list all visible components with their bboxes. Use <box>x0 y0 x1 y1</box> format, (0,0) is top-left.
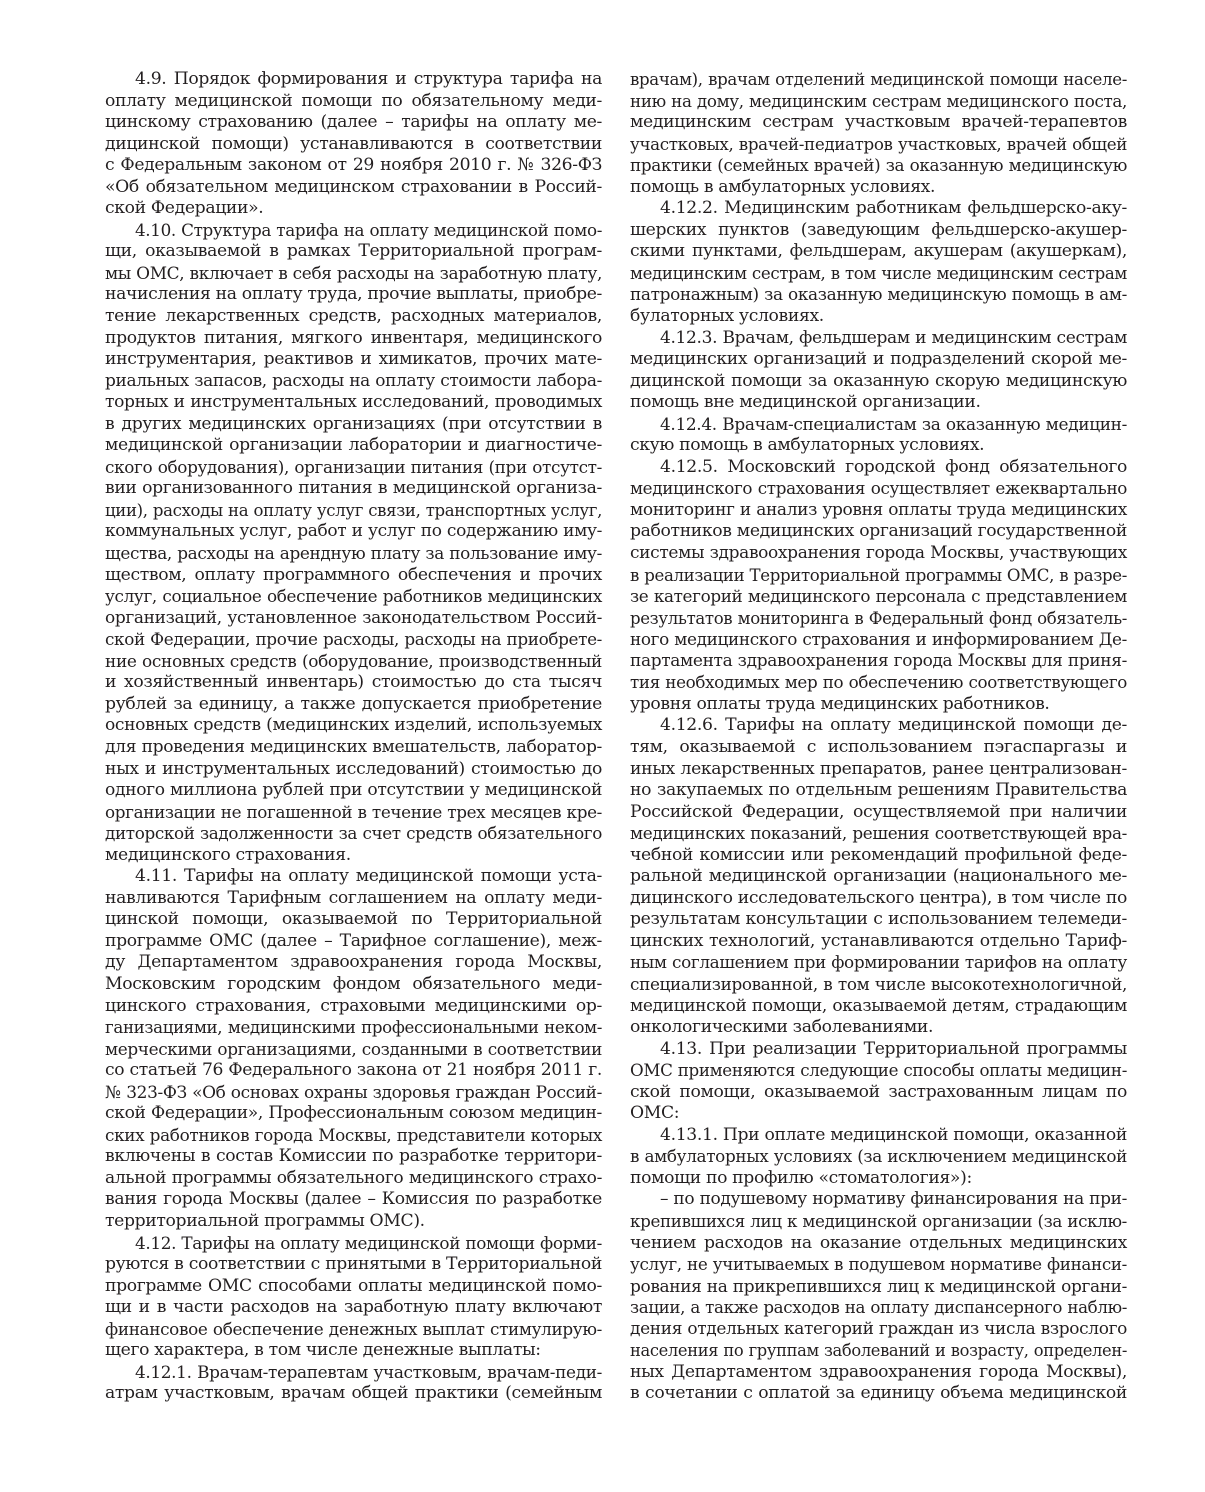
text-line: основных средств (медицинских изделий, используемых <box>105 715 602 736</box>
right-column <box>630 69 1127 1405</box>
text-line: медицинской помощи, оказываемой детям, страдающим <box>630 995 1127 1016</box>
text-line: щи, оказываемой в рамках Территориальной програм- <box>105 241 602 262</box>
text-line: программе ОМС способами оплаты медицинской помо- <box>105 1275 602 1296</box>
paragraph-first-line: 4.9. Порядок формирования и структура тарифа на <box>135 69 602 89</box>
text-line: партамента здравоохранения города Москвы для приня- <box>630 650 1127 671</box>
text-line: тение лекарственных средств, расходных материалов, <box>105 306 602 327</box>
text-line: зации, а также расходов на оплату диспансерного наблю- <box>630 1298 1127 1318</box>
text-line: шерских пунктов (заведующим фельдшерско-акушер- <box>630 219 1127 240</box>
text-line: продуктов питания, мягкого инвентаря, медицинского <box>105 327 602 348</box>
text-line: навливаются Тарифным соглашением на оплату меди- <box>105 887 602 908</box>
text-line: ской Федерации, прочие расходы, расходы на приобрете- <box>105 629 602 650</box>
paragraph-4-12-2 <box>630 198 1127 327</box>
text-line: помощь в амбулаторных условиях. <box>630 176 936 197</box>
text-line: коммунальных услуг, работ и услуг по содержанию иму- <box>105 521 602 542</box>
paragraph-4-13-1 <box>630 1125 1127 1190</box>
paragraph-4-12-1-end <box>630 69 1127 198</box>
text-line: ных Департаментом здравоохранения города Москвы), <box>630 1361 1127 1382</box>
text-line: руются в соответствии с принятыми в Территориальной <box>105 1254 602 1275</box>
text-line: участковых, врачей-педиатров участковых, врачей общей <box>630 134 1127 154</box>
text-line: в амбулаторных условиях (за исключением медицинской <box>630 1146 1127 1167</box>
text-line: ского оборудования), организации питания (при отсутст- <box>105 456 602 477</box>
paragraph-first-line: 4.13. При реализации Территориальной программы <box>660 1038 1127 1059</box>
text-line: врачам), врачам отделений медицинской помощи населе- <box>630 70 1127 89</box>
text-line: одного миллиона рублей при отсутствии у медицинской <box>105 780 602 801</box>
text-line: начисления на оплату труда, прочие выплаты, приобре- <box>105 284 602 305</box>
paragraph-first-line: 4.12.5. Московский городской фонд обязательного <box>660 456 1127 477</box>
text-line: мониторинг и анализ уровня оплаты труда медицинских <box>630 499 1127 520</box>
text-line: для проведения медицинских вмешательств, лаборатор- <box>105 736 602 757</box>
text-line: Московским городским фондом обязательного меди- <box>105 973 602 994</box>
text-line: организаций, установленное законодательством Россий- <box>105 607 602 628</box>
paragraph-4-12-3 <box>630 328 1127 414</box>
text-line: со статьей 76 Федерального закона от 21 ноября 2011 г. <box>105 1060 602 1081</box>
paragraph-4-13-1-item-1 <box>630 1189 1127 1404</box>
left-column <box>105 69 602 1405</box>
text-line: в реализации Территориальной программы ОМС, в разре- <box>630 565 1127 585</box>
text-line: цинских технологий, устанавливаются отдельно Тариф- <box>630 930 1127 951</box>
text-line: нию на дому, медицинским сестрам медицинского поста, <box>630 90 1127 111</box>
text-line: булаторных условиях. <box>630 306 824 327</box>
text-line: в других медицинских организациях (при отсутствии в <box>105 413 602 434</box>
paragraph-first-line: 4.12.4. Врачам-специалистам за оказанную медицин- <box>660 413 1127 434</box>
text-line: специализированной, в том числе высокотехнологичной, <box>630 973 1127 994</box>
paragraph-first-line: 4.13.1. При оплате медицинской помощи, оказанной <box>660 1124 1127 1145</box>
text-line: но закупаемых по отдельным решениям Правительства <box>630 780 1127 801</box>
text-line: Российской Федерации, осуществляемой при наличии <box>630 801 1127 822</box>
text-line: ным соглашением при формировании тарифов на оплату <box>630 952 1127 973</box>
paragraph-4-9 <box>105 69 602 220</box>
text-line: ской Федерации». <box>105 198 264 219</box>
text-line: медицинских организаций и подразделений скорой ме- <box>630 349 1127 370</box>
text-line: чебной комиссии или рекомендаций профильной феде- <box>630 844 1127 865</box>
paragraph-4-12-5 <box>630 457 1127 716</box>
text-line: цинскому страхованию (далее – тарифы на оплату ме- <box>105 112 602 133</box>
text-line: территориальной программы ОМС). <box>105 1210 425 1231</box>
text-line: щества, расходы на арендную плату за пользование иму- <box>105 543 602 564</box>
text-line: торных и инструментальных исследований, проводимых <box>105 392 602 413</box>
text-line: ской Федерации», Профессиональным союзом медицин- <box>105 1103 602 1124</box>
text-line: ных и инструментальных исследований) стоимостью до <box>105 758 602 779</box>
text-line: в сочетании с оплатой за единицу объема медицинской <box>630 1383 1127 1404</box>
text-line: помощи по профилю «стоматология»): <box>630 1167 972 1188</box>
text-line: ОМС применяются следующие способы оплаты медицин- <box>630 1061 1127 1081</box>
text-line: услуг, социальное обеспечение работников медицинских <box>105 586 602 607</box>
paragraph-4-12 <box>105 1233 602 1362</box>
text-line: услуг, не учитываемых в подушевом нормативе финанси- <box>630 1254 1127 1275</box>
text-line: результатов мониторинга в Федеральный фонд обязатель- <box>630 608 1127 628</box>
text-line: рублей за единицу, а также допускается приобретение <box>105 693 602 714</box>
text-line: населения по группам заболеваний и возрасту, определен- <box>630 1341 1127 1361</box>
text-line: дицинской помощи за оказанную скорую медицинскую <box>630 370 1127 391</box>
paragraph-first-line: 4.12.2. Медицинским работникам фельдшерско-аку- <box>660 198 1127 219</box>
paragraph-4-13 <box>630 1039 1127 1125</box>
text-line: цинской помощи, оказываемой по Территориальной <box>105 909 602 930</box>
paragraph-first-line: 4.12.3. Врачам, фельдшерам и медицинским сестрам <box>660 327 1127 348</box>
text-line: вии организованного питания в медицинской организа- <box>105 478 602 499</box>
text-line: дения отдельных категорий граждан из числа взрослого <box>630 1318 1127 1339</box>
text-line: системы здравоохранения города Москвы, участвующих <box>630 543 1127 564</box>
text-line: программе ОМС (далее – Тарифное соглашение), меж- <box>105 930 602 951</box>
paragraph-4-11 <box>105 866 602 1232</box>
text-line: № 323-ФЗ «Об основах охраны здоровья граждан Россий- <box>105 1081 602 1102</box>
text-line: дицинской помощи) устанавливаются в соответствии <box>105 133 602 154</box>
text-line: крепившихся лиц к медицинской организации (за исклю- <box>630 1210 1127 1231</box>
text-line: скими пунктами, фельдшерам, акушерам (акушеркам), <box>630 241 1127 262</box>
text-line: дицинского исследовательского центра), в том числе по <box>630 887 1127 908</box>
text-line: медицинского страхования осуществляет ежеквартально <box>630 478 1127 499</box>
text-line: ских работников города Москвы, представители которых <box>105 1124 602 1145</box>
text-line: инструментария, реактивов и химикатов, прочих мате- <box>105 349 602 370</box>
paragraph-first-line: 4.10. Структура тарифа на оплату медицинской помо- <box>135 219 602 240</box>
text-line: щи и в части расходов на заработную плату включают <box>105 1297 602 1318</box>
text-line: иных лекарственных препаратов, ранее централизован- <box>630 758 1127 779</box>
text-line: включены в состав Комиссии по разработке территори- <box>105 1146 602 1167</box>
text-line: онкологическими заболеваниями. <box>630 1017 934 1038</box>
text-line: чением расходов на оказание отдельных медицинских <box>630 1232 1127 1253</box>
text-line: рования на прикрепившихся лиц к медицинской органи- <box>630 1275 1127 1296</box>
text-line: ОМС: <box>630 1103 680 1124</box>
text-line: уровня оплаты труда медицинских работников. <box>630 693 1050 714</box>
text-line: «Об обязательном медицинском страховании в Россий- <box>105 176 602 197</box>
paragraph-4-12-6 <box>630 715 1127 1038</box>
text-line: медицинской организации лаборатории и диагностиче- <box>105 435 602 456</box>
text-line: тям, оказываемой с использованием пэгаспаргазы и <box>630 736 1127 757</box>
text-line: медицинским сестрам, в том числе медицинским сестрам <box>630 263 1127 283</box>
text-line: скую помощь в амбулаторных условиях. <box>630 435 985 456</box>
text-line: финансовое обеспечение денежных выплат стимулирую- <box>105 1318 602 1339</box>
text-line: оплату медицинской помощи по обязательному меди- <box>105 90 602 111</box>
text-line: ганизациями, медицинскими профессиональными неком- <box>105 1018 602 1038</box>
text-line: патронажным) за оказанную медицинскую помощь в ам- <box>630 284 1127 305</box>
text-line: ской помощи, оказываемой застрахованным лицам по <box>630 1081 1127 1102</box>
text-line: помощь вне медицинской организации. <box>630 392 981 413</box>
text-line: риальных запасов, расходы на оплату стоимости лабора- <box>105 370 602 391</box>
paragraph-first-line: 4.12.1. Врачам-терапевтам участковым, врачам-педи- <box>135 1361 602 1382</box>
text-line: практики (семейных врачей) за оказанную медицинскую <box>630 155 1127 176</box>
text-line: диторской задолженности за счет средств обязательного <box>105 823 602 844</box>
text-line: ществом, оплату программного обеспечения и прочих <box>105 564 602 585</box>
paragraph-first-line: 4.12.6. Тарифы на оплату медицинской помощи де- <box>660 715 1127 736</box>
text-line: ду Департаментом здравоохранения города Москвы, <box>105 952 602 973</box>
paragraph-first-line: 4.11. Тарифы на оплату медицинской помощи уста- <box>135 866 602 887</box>
text-line: зе категорий медицинского персонала с представлением <box>630 586 1127 607</box>
text-line: ции), расходы на оплату услуг связи, транспортных услуг, <box>105 500 602 520</box>
text-line: мы ОМС, включает в себя расходы на заработную плату, <box>105 262 602 283</box>
text-line: ного медицинского страхования и информированием Де- <box>630 629 1127 650</box>
text-line: работников медицинских организаций государственной <box>630 521 1127 542</box>
paragraph-4-10 <box>105 220 602 866</box>
text-line: атрам участковым, врачам общей практики (семейным <box>105 1383 602 1404</box>
paragraph-4-12-1-start <box>105 1362 602 1405</box>
text-line: вания города Москвы (далее – Комиссия по разработке <box>105 1189 602 1210</box>
text-line: результатам консультации с использованием телемеди- <box>630 909 1127 930</box>
paragraph-4-12-4 <box>630 414 1127 457</box>
text-line: и хозяйственный инвентарь) стоимостью до ста тысяч <box>105 672 602 693</box>
text-line: медицинского страхования. <box>105 844 351 865</box>
text-line: ральной медицинской организации (национального ме- <box>630 866 1127 887</box>
paragraph-first-line: – по подушевому нормативу финансирования на при- <box>660 1189 1127 1210</box>
paragraph-first-line: 4.12. Тарифы на оплату медицинской помощи форми- <box>135 1232 602 1253</box>
text-line: тия необходимых мер по обеспечению соответствующего <box>630 672 1127 693</box>
text-line: медицинских показаний, решения соответствующей вра- <box>630 823 1127 844</box>
text-line: альной программы обязательного медицинского страхо- <box>105 1167 602 1188</box>
text-line: ние основных средств (оборудование, производственный <box>105 650 602 671</box>
text-line: мерческими организациями, созданными в соответствии <box>105 1038 602 1059</box>
text-line: щего характера, в том числе денежные выплаты: <box>105 1340 541 1361</box>
text-line: медицинским сестрам участковым врачей-терапевтов <box>630 112 1127 133</box>
text-line: с Федеральным законом от 29 ноября 2010 г. № 326-ФЗ <box>105 155 602 176</box>
text-line: организации не погашенной в течение трех месяцев кре- <box>105 801 602 822</box>
text-line: цинского страхования, страховыми медицинскими ор- <box>105 995 602 1016</box>
